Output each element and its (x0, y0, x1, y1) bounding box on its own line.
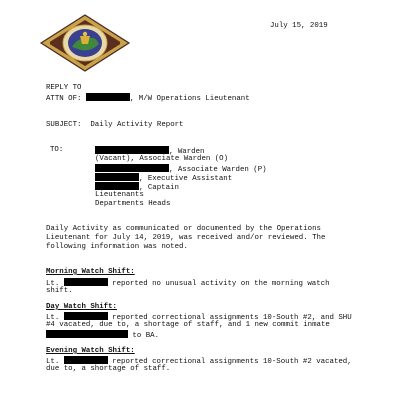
to-line-7: Departments Heads (95, 200, 171, 208)
intro-line-2: Lieutenant for July 14, 2019, was received and/or reviewed. The (46, 234, 326, 242)
redaction-block (95, 173, 139, 181)
evening-watch-heading: Evening Watch Shift: (46, 347, 135, 355)
to-line-3-text: , Associate Warden (P) (169, 166, 267, 174)
to-line-4-text: , Executive Assistant (139, 175, 233, 183)
redaction-block (64, 278, 108, 286)
to-line-6: Lieutenants (95, 191, 144, 199)
redaction-block (46, 330, 128, 338)
subject-value: Daily Activity Report (90, 121, 184, 129)
to-line-2: (Vacant), Associate Warden (O) (95, 155, 229, 163)
day-watch-heading: Day Watch Shift: (46, 303, 117, 311)
evening-line-1-text: reported correctional assignments 10-South #2 vacated, (107, 358, 352, 366)
attn-of-title: , M/W Operations Lieutenant (129, 95, 250, 103)
attn-of-label: ATTN OF: (46, 95, 82, 103)
day-line-2: #4 vacated, due to, a shortage of staff, and 1 new commit inmate (46, 321, 330, 329)
day-line-3 (46, 330, 159, 341)
document-date: July 15, 2019 (270, 22, 328, 30)
redaction-block (95, 164, 169, 172)
day-line-3-text: to BA. (128, 332, 160, 340)
to-line-5-text: , Captain (139, 184, 179, 192)
evening-lt-prefix: Lt. (46, 358, 60, 366)
reply-to-label: REPLY TO (46, 84, 82, 92)
morning-line-1-text: reported no unusual activity on the morning watch (107, 280, 330, 288)
evening-line-2: due to, a shortage of staff. (46, 365, 171, 373)
redaction-block (86, 93, 130, 101)
subject-label: SUBJECT: (46, 121, 82, 129)
redaction-block (95, 182, 139, 190)
redaction-block (95, 146, 169, 154)
morning-line-2: shift. (46, 287, 73, 295)
day-line-1-text: reported correctional assignments 10-South #2, and SHU (107, 314, 352, 322)
intro-line-1: Daily Activity as communicated or documented by the Operations (46, 225, 321, 233)
attn-of-line (46, 93, 250, 104)
morning-lt-prefix: Lt. (46, 280, 60, 288)
morning-watch-heading: Morning Watch Shift: (46, 268, 135, 276)
to-label: TO: (50, 146, 64, 154)
subject-line (46, 121, 184, 130)
redaction-block (64, 356, 108, 364)
redaction-block (64, 312, 108, 320)
to-line-1-text: , Warden (169, 148, 205, 156)
morning-line-1 (46, 278, 330, 289)
intro-line-3: following information was noted. (46, 243, 188, 251)
agency-seal-logo (39, 14, 131, 72)
day-lt-prefix: Lt. (46, 314, 60, 322)
